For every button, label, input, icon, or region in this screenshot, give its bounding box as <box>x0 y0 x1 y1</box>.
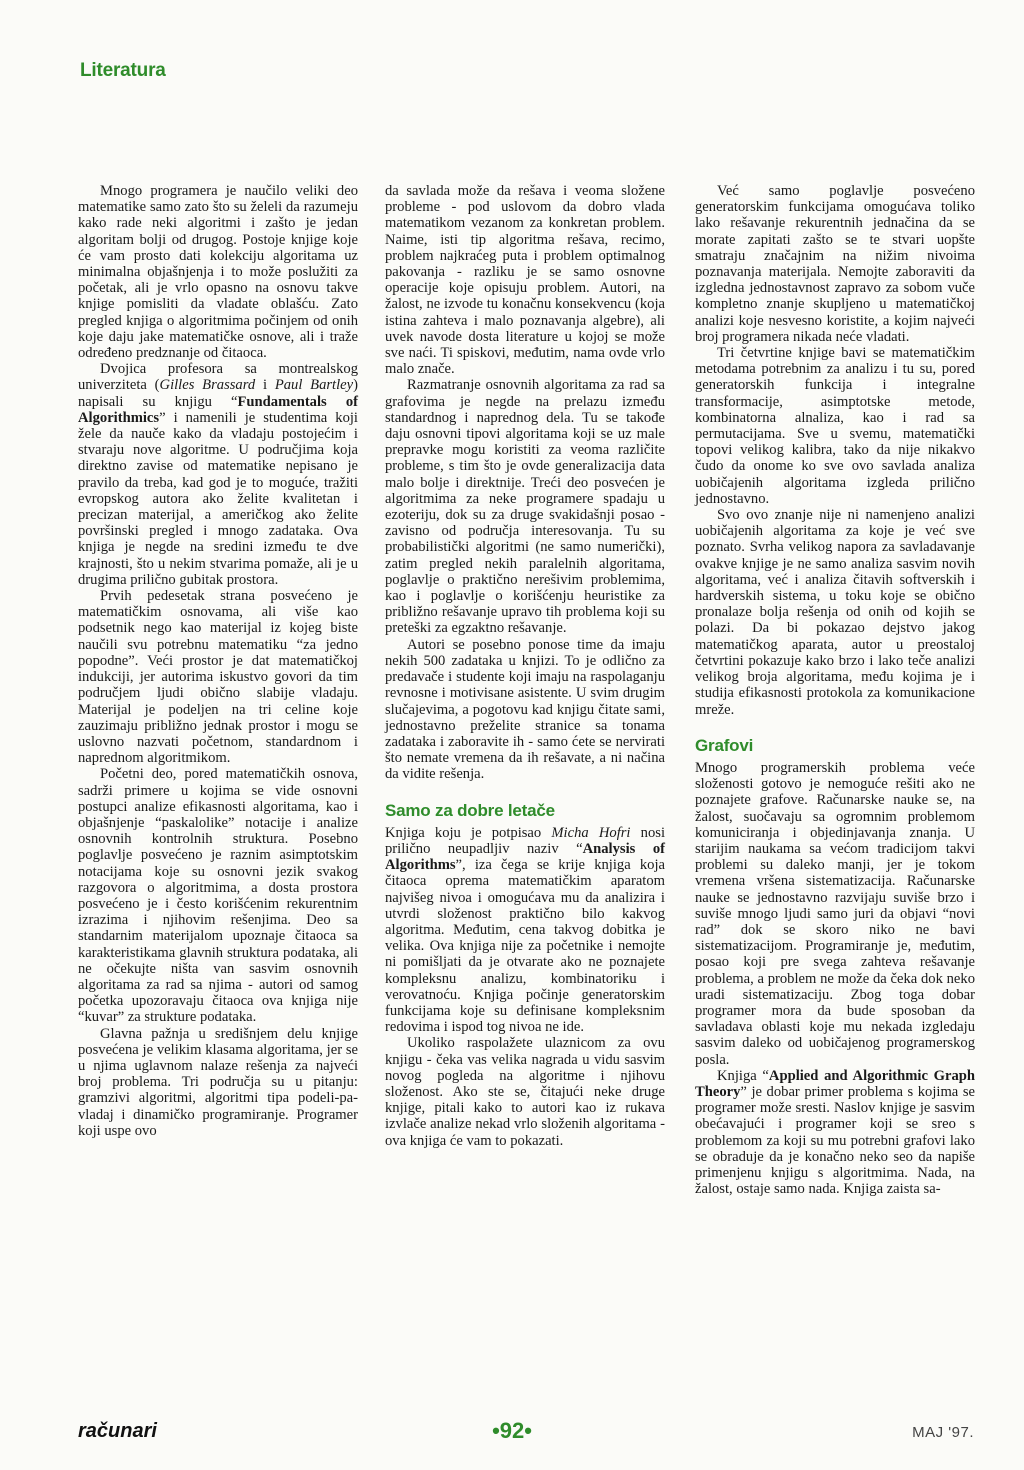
paragraph: Knjiga koju je potpisao Micha Hofri nosi prilično neupadljiv naziv “Analysis of Algorithms”, iza čega se krije knjiga koja čitaoca oprema matematičkim aparatom najvišeg nivoa i omogućava mu da analizira i utvrdi složenost praktično bilo kakvog algoritma. Međutim, cena takvog dobitka je velika. Ova knjiga nije za početnike i nemojte ni pomišljati da je otvarate ako ne poznajete kompleksnu analizu, kombinatoriku i verovatnoću. Knjiga počinje generatorskim funkcijama koje su definisane kompleksnim redovima i ispod tog nivoa ne ide. <box>385 824 665 1036</box>
paragraph: Autori se posebno ponose time da imaju nekih 500 zadataka u knjizi. To je odlično za predavače i studente koji imaju na raspolaganju revnosne i motivisane asistente. U svim drugim slučajevima, a pogotovu kad knjigu čitate sami, jednostavno preželite stranice sa tonama zadataka i zaboravite ih - samo ćete se nervirati što nemate vremena da ih rešavate, a ni načina da vidite rešenja. <box>385 636 665 783</box>
author-name: Gilles Brassard <box>159 377 256 394</box>
paragraph: Početni deo, pored matematičkih osnova, sadrži primere u kojima se vide osnovni postupci analize efikasnosti algoritama, kao i objašnjenje “paskalolike” notacije i analize osnovnih kontrolnih struktura. Posebno poglavlje posvećeno je raznim asimptotskim notacijama koje su osnovni jezik svakog razgovora o algoritmima, a dosta prostora posvećeno je i često korišćenim rekurentnim izrazima i njihovim rešenjima. Deo sa standarnim materijalom upoznaje čitaoca sa karakteristikama glavnih struktura podataka, ali ne očekujte ništa van sasvim osnovnih algoritama za rad sa njima - autori od samog početka upozoravaju čitaoca ova knjiga nije “kuvar” za strukture podataka. <box>78 766 358 1026</box>
paragraph: Ukoliko raspolažete ulaznicom za ovu knjigu - čeka vas velika nagrada u vidu sasvim novog pogleda na algoritme i njihovu složenost. Ako ste se, čitajući neke druge knjige, pitali kako to autori kao iz rukava izvlače analize nekad vrlo složenih algoritama - ova knjiga će vam to pokazati. <box>385 1035 665 1149</box>
magazine-name: računari <box>78 1420 157 1442</box>
paragraph: Prvih pedesetak strana posvećeno je matematičkim osnovama, ali više kao podsetnik nego kao materijal iz kojeg biste naučili svu potrebnu matematiku “za jedno popodne”. Veći prostor je dat matematičkoj indukciji, jer autorima iskustvo govori da tim područjem ljudi obično slabije vladaju. Materijal je podeljen na tri celine koje zauzimaju približno jednak prostor i mogu se uslovno nazvati početnom, standardnom i naprednom algoritmikom. <box>78 588 358 767</box>
paragraph: Razmatranje osnovnih algoritama za rad sa grafovima je negde na prelazu između standardnog i naprednog dela. Tu se takođe daju osnovni tipovi algoritama koji se uz male prepravke mogu koristiti za veoma različite probleme, s tim što je ovde generalizacija data malo bolje i direktnije. Treći deo posvećen je algoritmima za neke programere spadaju u ezoteriju, dok su za druge svakidašnji posao - zavisno od područja interesovanja. Tu su probabilistički algoritmi (ne samo numerički), zatim pregled nekih paralelnih algoritama, poglavlje o praktično nerešivim problemima, kao i poglavlje o korišćenju heuristike za približno rešavanje upravo tih problema koji su preteški za egzaktno rešavanje. <box>385 377 665 637</box>
paragraph: Knjiga “Applied and Algorithmic Graph Theory” je dobar primer problema s kojima se programer može sresti. Naslov knjige je sasvim obećavajući i programer koji se sreo s problemom za koji su mu potrebni grafovi lako se obraduje da je konačno neko seo da napiše primenjenu knjigu s algoritmima. Nada, na žalost, ostaje samo nada. Knjiga zaista sa- <box>695 1067 975 1198</box>
paragraph: Mnogo programera je naučilo veliki deo matematike samo zato što su želeli da razumeju kako rade neki algoritmi i zašto je jedan algoritam bolji od drugog. Postoje knjige koje će vam prosto dati kolekciju algoritama uz minimalna objašnjenja i to može poslužiti za početak, ali je vrlo opasno na osnovu takve knjige pomisliti da vladate oblašću. Zato pregled knjiga o algoritmima počinjem od onih koje daju jake matematičke osnove, ali i traže određeno predznanje od čitaoca. <box>78 183 358 362</box>
section-title: Literatura <box>80 60 166 81</box>
paragraph: Svo ovo znanje nije ni namenjeno analizi uobičajenih algoritama za koje je već sve poznato. Svrha velikog napora za savladavanje ovakve knjige je ne samo analiza sasvim novih algoritama, već i analiza čitavih softverskih i hardverskih sistema, u toku koje se obično pronalaze bolja rešenja od onih od kojih se polazi. Da bi pokazao dejstvo jakog matematičkog aparata, autor u preostaloj četvrtini pokazuje kako brzo i lako teče analizi velikog broja algoritama, među kojima je i studija efikasnosti protokola za komunikacione mreže. <box>695 507 975 718</box>
subheading: Samo za dobre letače <box>385 800 555 820</box>
column-3 <box>695 183 975 1197</box>
book-title: Applied and Algorithmic Graph Theory <box>695 1067 975 1100</box>
paragraph: Već samo poglavlje posvećeno generatorskim funkcijama omogućava toliko lako rešavanje rekurentnih jednačina da se morate zapitati zašto se te stvari uopšte smatraju značajnim na nižim nivoima poznavanja materijala. Nemojte zaboraviti da izgledna jednostavnost zapravo za sobom vuče kompletno znanje skupljeno u matematičkoj analizi koje nesvesno koristite, a kojim najveći broj programera nikada neće vladati. <box>695 183 975 345</box>
paragraph: Tri četvrtine knjige bavi se matematičkim metodama potrebnim za analizu i tu su, pored generatorskih funkcija i integralne transformacije, asimptotske metode, kombinatorna alnaliza, kao i rad sa permutacijama. Sve u svemu, matematički topovi velikog kalibra, tako da nije nikakvo čudo da onome ko sve ovo savlada analiza uobičajenih algoritama izgleda prilično jednostavno. <box>695 345 975 507</box>
book-title: Fundamentals of Algorithmics <box>78 393 358 426</box>
issue-date: MAJ '97. <box>912 1424 974 1441</box>
book-title: Analysis of Algorithms <box>385 840 665 874</box>
author-name: Paul Bartley <box>274 377 354 394</box>
paragraph: Dvojica profesora sa montrealskog univerziteta (Gilles Brassard i Paul Bartley) napisali su knjigu “Fundamentals of Algorithmics” i namenili je studentima koji žele da nauče kako da vladaju postojećim i stvaraju nove algoritme. U područjima koja direktno zavise od matematike nepisano je pravilo da treba, kad god je to moguće, tražiti evropskog autora ako želite kvalitetan i precizan materijal, a američkog ako želite površinski pregled i mnogo zadataka. Ova knjiga je negde na sredini između te dve krajnosti, što u nekim stvarima pomaže, ali je u drugima prilično gubitak prostora. <box>78 361 358 588</box>
subheading: Grafovi <box>695 735 754 755</box>
author-name: Micha Hofri <box>551 824 631 841</box>
column-2 <box>385 183 665 1149</box>
column-1 <box>78 183 358 1139</box>
paragraph: da savlada može da rešava i veoma složene probleme - pod uslovom da dobro vlada matematikom vezanom za konkretan problem. Naime, isti tip algoritma rešava, recimo, problem najkraćeg puta i problem optimalnog pakovanja - razliku je se samo osnovne operacije koje opisuju problem. Autori, na žalost, ne izvode tu konačnu konsekvencu (koja istina zahteva i malo poznavanja algebre), ali uvek navode dosta literature u kojoj se može sve naći. Ti spiskovi, međutim, nama ovde vrlo malo znače. <box>385 183 665 378</box>
paragraph: Mnogo programerskih problema veće složenosti gotovo je nemoguće rešiti ako ne poznajete grafove. Računarske nauke se, na žalost, suočavaju sa ogromnim problemom komuniciranja i objedinjavanja znanja. U starijim naukama sa većom tradicijom takvi problemi su daleko manji, jer je tokom vremena vršena sistematizacija. Računarske nauke se jednostavno razvijaju suviše brzo i suviše mnogo ljudi samo juri da objavi “novi rad” dok se skoro niko ne bavi sistematizacijom. Programiranje je, međutim, posao koji pre svega zahteva rešavanje problema, a problem ne može da čeka dok neko uradi sistematizaciju. Zbog toga dobar programer mora da bude sposoban da savladava oblasti koje mu nekada izgledaju sasvim daleko od uobičajenog programerskog posla. <box>695 759 975 1068</box>
page-number: •92• <box>492 1418 532 1443</box>
paragraph: Glavna pažnja u središnjem delu knjige posvećena je velikim klasama algoritama, jer se u njima uglavnom nalaze rešenja za najveći broj problema. Tri područja su u pitanju: gramzivi algoritmi, algoritmi tipa podeli-pa-vladaj i dinamičko programiranje. Programer koji uspe ovo <box>78 1025 358 1139</box>
